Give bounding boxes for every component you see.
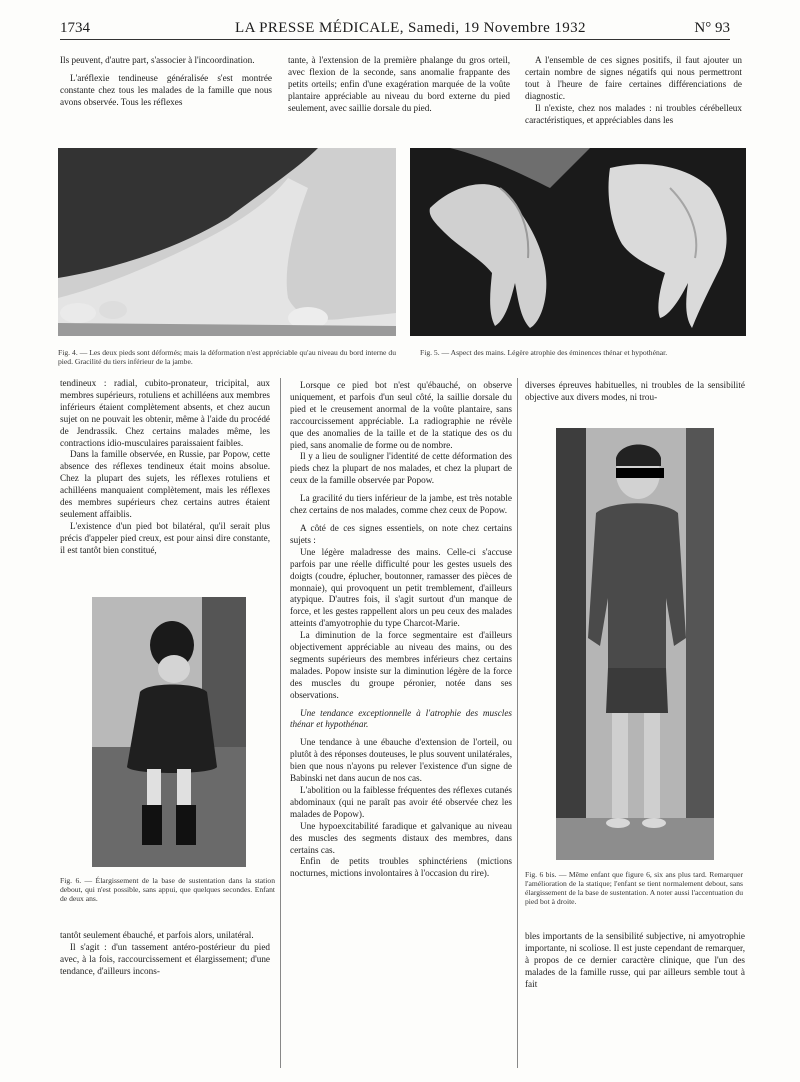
paragraph: A l'ensemble de ces signes positifs, il faut ajouter un certain nombre de signes négatifs qui nous permettront tout à l'heure de faire certaines différenciations de diagnostic. xyxy=(525,55,742,101)
figure-6bis-child-photo xyxy=(556,428,714,860)
top-column-2 xyxy=(288,55,510,115)
paragraph: La gracilité du tiers inférieur de la jambe, est très notable chez certains de nos malades, comme chez ceux de Popow. xyxy=(290,493,512,516)
middle-column xyxy=(290,380,512,880)
figure-4-feet-photo xyxy=(58,148,396,336)
column-divider xyxy=(280,378,281,1068)
paragraph: La diminution de la force segmentaire est d'ailleurs objectivement appréciable au niveau des mains, ou des segments supérieurs des membres inférieurs chez certains malades. Popow insiste sur la diminution légère de la force des muscles du groupe péronier, notée dans ses observations. xyxy=(290,630,512,700)
paragraph: Une tendance exceptionnelle à l'atrophie des muscles thénar et hypothénar. xyxy=(290,707,512,730)
column-divider xyxy=(517,378,518,1068)
running-header xyxy=(60,20,730,40)
paragraph: Il n'existe, chez nos malades : ni troubles cérébelleux caractéristiques, et appréciables dans les xyxy=(525,102,742,125)
paragraph: Une tendance à une ébauche d'extension de l'orteil, ou plutôt à des réponses douteuses, le plus souvent unilatérales, bien que nous n'ayons pu relever l'existence d'un signe de Babinski net dans aucun de nos cas. xyxy=(290,737,512,784)
figure-6-child-photo xyxy=(92,597,246,867)
paragraph: tante, à l'extension de la première phalange du gros orteil, avec flexion de la seconde, sans anomalie frappante des petits orteils; enfin d'une exagération marquée de la voûte plantaire appréciable au niveau du bord externe du pied seulement, avec saillie dorsale du pied. xyxy=(288,55,510,113)
top-column-1 xyxy=(60,55,272,109)
paragraph: L'abolition ou la faiblesse fréquentes des réflexes cutanés abdominaux (qui ne paraît pas avoir été observée chez les malades de Popow). xyxy=(290,785,512,819)
paragraph: bles importants de la sensibilité subjective, ni amyotrophie importante, ni scoliose. Il est juste cependant de remarquer, à propos de ce dernier caractère clinique, que l'un des malades de la famille russe, qui par ailleurs semble tout à fait xyxy=(525,931,745,989)
right-column-upper xyxy=(525,380,745,404)
figure-4-caption: Fig. 4. — Les deux pieds sont déformés; mais la déformation n'est appréciable qu'au niveau du bord interne du pied. Gracilité du tiers inférieur de la jambe. xyxy=(58,348,396,366)
page-number: 1734 xyxy=(60,20,90,36)
paragraph: A côté de ces signes essentiels, on note chez certains sujets : xyxy=(290,522,512,545)
journal-title: LA PRESSE MÉDICALE, Samedi, 19 Novembre 1932 xyxy=(235,20,586,36)
left-column-upper xyxy=(60,378,270,557)
paragraph: diverses épreuves habituelles, ni troubles de la sensibilité objective aux divers modes, ni trou- xyxy=(525,380,745,402)
paragraph: L'aréflexie tendineuse généralisée s'est montrée constante chez tous les malades de la famille que nous avons observée. Tous les réflexes xyxy=(60,72,272,107)
paragraph: Enfin de petits troubles sphinctériens (mictions nocturnes, mictions involontaires à l'occasion du rire). xyxy=(290,856,512,879)
paragraph: Une hypoexcitabilité faradique et galvanique au niveau des muscles des segments distaux des membres, dans certains cas. xyxy=(290,820,512,855)
figure-5-caption: Fig. 5. — Aspect des mains. Légère atrophie des éminences thénar et hypothénar. xyxy=(420,348,668,357)
paragraph: Ils peuvent, d'autre part, s'associer à l'incoordination. xyxy=(60,55,255,65)
paragraph: tendineux : radial, cubito-pronateur, tricipital, aux membres supérieurs, rotuliens et achilléens aux membres inférieurs étaient complètement absents, et chez aucun sujet on ne pouvait les obtenir, même à l'aide du procédé de Jendrassik. Chez certains malades même, les contractions idio-musculaires paraissaient faibles. xyxy=(60,378,270,448)
paragraph: L'existence d'un pied bot bilatéral, qu'il serait plus précis d'appeler pied creux, est pour ainsi dire constante, il est tantôt bien constitué, xyxy=(60,520,270,555)
figure-6bis-caption: Fig. 6 bis. — Même enfant que figure 6, six ans plus tard. Remarquer l'amélioration de la statique; l'enfant se tient normalement debout, sans élargissement de la base de sustentation. A noter aussi l'accentuation du pied bot à droite. xyxy=(525,870,743,906)
figure-5-hands-photo xyxy=(410,148,746,336)
right-column-lower xyxy=(525,931,745,991)
left-column-lower xyxy=(60,930,270,978)
paragraph: Une légère maladresse des mains. Celle-ci s'accuse parfois par une réelle difficulté pour les gestes usuels des doigts (coudre, éplucher, boutonner, ramasser des pièces de monnaie), qui provoquent un petit tremblement, d'ailleurs atypique. D'autres fois, il s'agit surtout d'un manque de force, et les gestes rappellent alors un peu ceux des malades atteints d'amyotrophie du type Charcot-Marie. xyxy=(290,546,512,629)
paragraph: Il s'agit : d'un tassement antéro-postérieur du pied avec, à la fois, raccourcissement et élargissement; d'une tendance, d'ailleurs incons- xyxy=(60,941,270,976)
paragraph: Lorsque ce pied bot n'est qu'ébauché, on observe uniquement, et parfois d'un seul côté, la saillie dorsale du pied et le creusement anormal de la voûte plantaire, sans raccourcissement appréciable. La radiographie ne révèle que des anomalies de la taille et de la statique des os du pied, sans anomalie de forme ou de nombre. xyxy=(290,380,512,450)
paragraph: tantôt seulement ébauché, et parfois alors, unilatéral. xyxy=(60,930,254,940)
paragraph: Il y a lieu de souligner l'identité de cette déformation des pieds chez la plupart de nos malades, et chez la plupart de ceux de la famille observée par Popow. xyxy=(290,451,512,486)
issue-number: N° 93 xyxy=(694,20,730,36)
paragraph: Dans la famille observée, en Russie, par Popow, cette absence des réflexes tendineux était moins absolue. Chez la plupart des sujets, les réflexes rotuliens et achilléens manquaient complètement, mais les réflexes des membres supérieurs chez certains autres étaient seulement affaiblis. xyxy=(60,449,270,519)
figure-6-caption: Fig. 6. — Élargissement de la base de sustentation dans la station debout, qui n'est possible, sans appui, que quelques secondes. Enfant de deux ans. xyxy=(60,876,275,903)
top-column-3 xyxy=(525,55,742,126)
